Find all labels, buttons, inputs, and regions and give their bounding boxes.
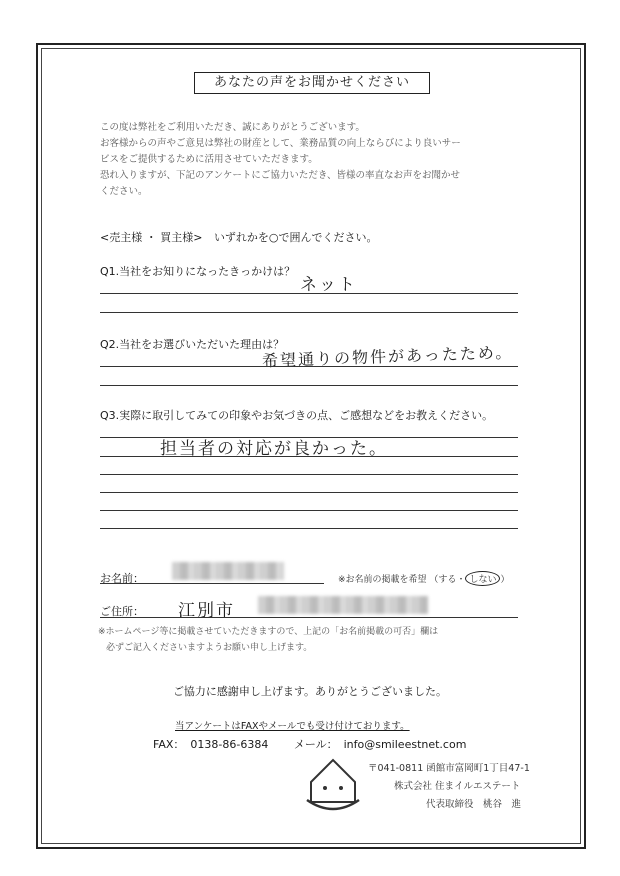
option-yes[interactable]: する	[438, 575, 457, 585]
address-label: ご住所：	[100, 605, 144, 618]
answer-line	[100, 293, 518, 294]
name-publish-note: ※お名前の掲載を希望	[338, 575, 427, 585]
customer-type-prompt	[100, 229, 378, 245]
redacted-name	[172, 562, 284, 580]
company-name: 株式会社 住まイルエステート	[394, 781, 521, 792]
option-no-circled[interactable]: しない	[465, 571, 500, 586]
question-3-label: Q3.実際に取引してみての印象やお気づきの点、ご感想などをお教えください。	[100, 409, 494, 422]
fax-number[interactable]: 0138-86-6384	[190, 738, 269, 751]
intro-text	[100, 120, 540, 200]
answer-line	[100, 456, 518, 457]
page-title: あなたの声をお聞かせください	[194, 72, 430, 94]
fax-label: FAX：	[153, 738, 185, 751]
contact-info	[153, 736, 472, 752]
name-publish-preference: ※お名前の掲載を希望 （する・ しない ）	[338, 571, 509, 586]
redacted-address	[258, 596, 428, 614]
mail-label: メール：	[293, 738, 338, 751]
publish-note-line: ※ホームページ等に掲載させていただきますので、上記の「お名前掲載の可否」欄は	[98, 627, 439, 637]
publish-note-line: 必ずご記入くださいますようお願い申し上げます。	[106, 643, 313, 653]
address-line	[100, 617, 518, 618]
answer-line	[100, 474, 518, 475]
question-3-answer[interactable]: 担当者の対応が良かった。	[160, 439, 388, 459]
name-line	[100, 583, 324, 584]
question-2-answer[interactable]: 希望通りの物件があったため。	[261, 342, 514, 371]
thanks-message: ご協力に感謝申し上げます。ありがとうございました。	[172, 685, 448, 698]
intro-line: ください。	[100, 186, 148, 197]
answer-line	[100, 312, 518, 313]
company-representative: 代表取締役 桃谷 進	[426, 799, 522, 810]
fax-mail-note: 当アンケートはFAXやメールでも受け付けております。	[175, 721, 410, 732]
address-value[interactable]: 江別市	[178, 601, 235, 621]
intro-line: お客様からの声やご意見は弊社の財産として、業務品質の向上ならびにより良いサー	[100, 138, 461, 149]
question-2-label: Q2.当社をお選びいただいた理由は？	[100, 338, 285, 351]
question-1-answer[interactable]: ネット	[300, 275, 357, 295]
customer-type-instruction: いずれかを○で囲んでください。	[213, 231, 378, 244]
name-label: お名前：	[100, 572, 144, 585]
house-logo-icon	[303, 752, 363, 812]
answer-line	[100, 366, 518, 367]
answer-line	[100, 385, 518, 386]
intro-line: 恐れ入りますが、下記のアンケートにご協力いただき、皆様の率直なお声をお聞かせ	[100, 170, 461, 181]
intro-line: この度は弊社をご利用いただき、誠にありがとうございます。	[100, 122, 365, 133]
intro-line: ビスをご提供するために活用させていただきます。	[100, 154, 318, 165]
question-1-label: Q1.当社をお知りになったきっかけは？	[100, 265, 296, 278]
answer-line	[100, 437, 518, 438]
company-address: 〒041-0811 函館市富岡町1丁目47-1	[368, 763, 530, 774]
mail-address[interactable]: info@smileestnet.com	[343, 738, 467, 751]
answer-line	[100, 492, 518, 493]
customer-type-options[interactable]: <売主様 ・ 買主様>	[100, 231, 203, 244]
answer-line	[100, 510, 518, 511]
answer-line	[100, 528, 518, 529]
